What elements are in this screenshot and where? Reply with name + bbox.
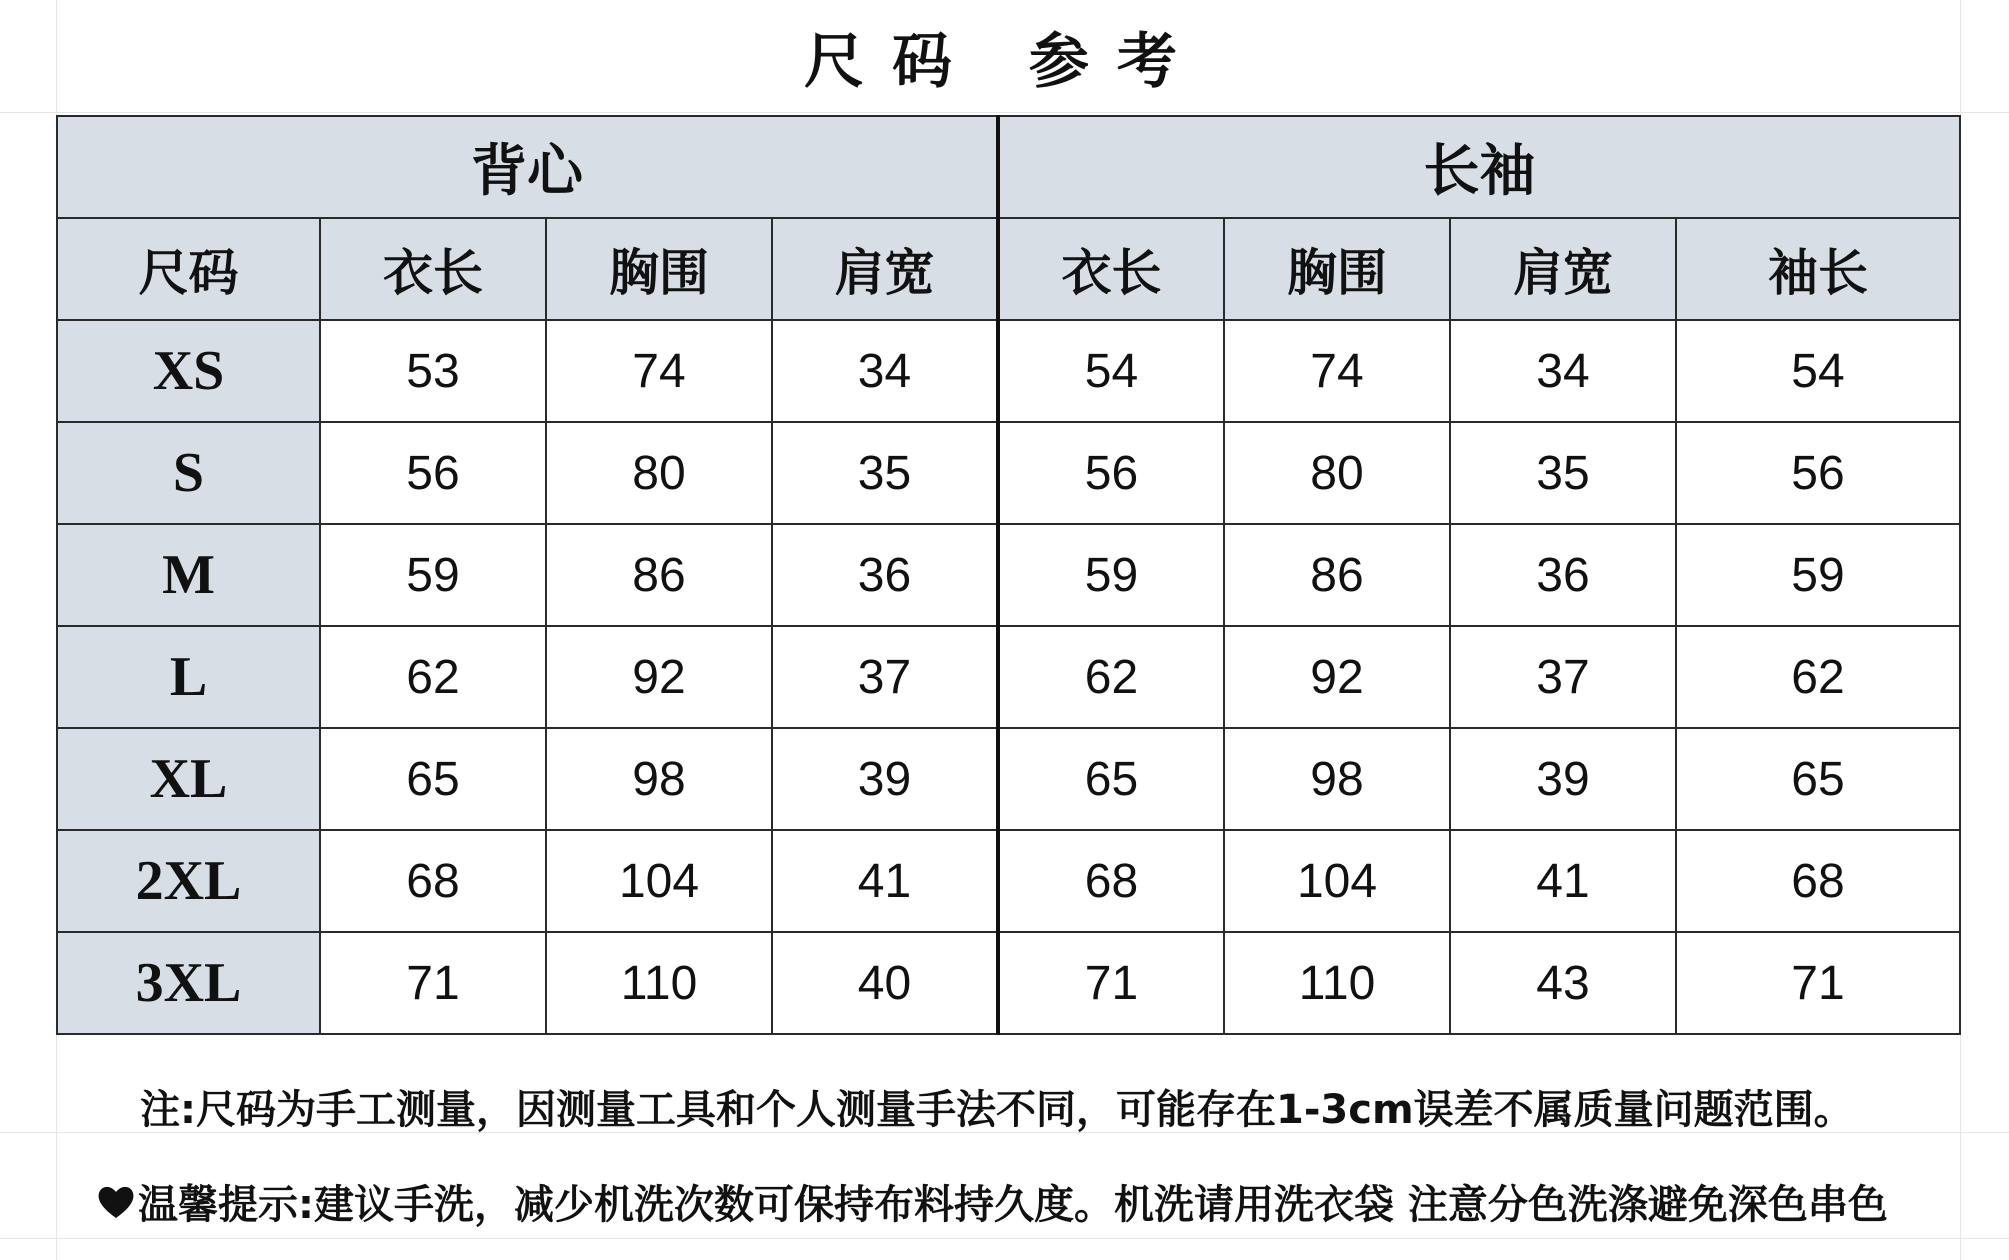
group-header-row: [57, 116, 1960, 218]
table-cell: 65: [320, 728, 546, 830]
size-label: 3XL: [57, 932, 320, 1034]
table-row: [57, 320, 1960, 422]
table-cell: 62: [1676, 626, 1960, 728]
table-cell: 59: [998, 524, 1224, 626]
table-cell: 37: [1450, 626, 1676, 728]
size-label: S: [57, 422, 320, 524]
size-label: XL: [57, 728, 320, 830]
table-cell: 86: [546, 524, 772, 626]
table-cell: 56: [998, 422, 1224, 524]
table-cell: 104: [546, 830, 772, 932]
table-cell: 54: [998, 320, 1224, 422]
size-label: XS: [57, 320, 320, 422]
column-header-vest-chest: 胸围: [546, 218, 772, 320]
size-chart-table: [56, 115, 1961, 1035]
measurement-note: 注:尺码为手工测量，因测量工具和个人测量手法不同，可能存在1-3cm误差不属质量问题范围。: [140, 1087, 1854, 1133]
size-label: 2XL: [57, 830, 320, 932]
care-tip-text: 温馨提示:建议手洗，减少机洗次数可保持布料持久度。机洗请用洗衣袋 注意分色洗涤避免深色串色: [138, 1182, 1888, 1228]
table-cell: 53: [320, 320, 546, 422]
size-label: M: [57, 524, 320, 626]
table-cell: 71: [320, 932, 546, 1034]
table-cell: 92: [1224, 626, 1450, 728]
group-header-long-sleeve: 长袖: [998, 116, 1960, 218]
table-cell: 62: [320, 626, 546, 728]
table-cell: 71: [1676, 932, 1960, 1034]
table-cell: 98: [546, 728, 772, 830]
table-cell: 98: [1224, 728, 1450, 830]
column-header-vest-length: 衣长: [320, 218, 546, 320]
table-cell: 80: [546, 422, 772, 524]
column-header-size: 尺码: [57, 218, 320, 320]
table-cell: 43: [1450, 932, 1676, 1034]
table-row: [57, 626, 1960, 728]
table-cell: 36: [1450, 524, 1676, 626]
table-cell: 54: [1676, 320, 1960, 422]
table-cell: 65: [1676, 728, 1960, 830]
table-row: [57, 422, 1960, 524]
heart-icon: [96, 1179, 136, 1219]
table-cell: 56: [320, 422, 546, 524]
table-cell: 71: [998, 932, 1224, 1034]
table-cell: 80: [1224, 422, 1450, 524]
table-cell: 59: [320, 524, 546, 626]
column-header-long-sleeve-length: 袖长: [1676, 218, 1960, 320]
table-row: [57, 932, 1960, 1034]
table-cell: 68: [320, 830, 546, 932]
table-row: [57, 728, 1960, 830]
table-cell: 59: [1676, 524, 1960, 626]
table-cell: 35: [772, 422, 998, 524]
column-header-vest-shoulder: 肩宽: [772, 218, 998, 320]
table-cell: 36: [772, 524, 998, 626]
table-cell: 56: [1676, 422, 1960, 524]
table-cell: 37: [772, 626, 998, 728]
table-cell: 62: [998, 626, 1224, 728]
table-cell: 39: [772, 728, 998, 830]
column-header-long-chest: 胸围: [1224, 218, 1450, 320]
table-cell: 65: [998, 728, 1224, 830]
column-header-row: [57, 218, 1960, 320]
care-tip: [96, 1175, 1976, 1235]
table-cell: 68: [1676, 830, 1960, 932]
table-cell: 41: [772, 830, 998, 932]
table-cell: 74: [546, 320, 772, 422]
table-cell: 40: [772, 932, 998, 1034]
table-cell: 41: [1450, 830, 1676, 932]
table-cell: 34: [772, 320, 998, 422]
background-grid-line: [0, 1238, 2009, 1239]
group-header-vest: 背心: [57, 116, 998, 218]
table-row: [57, 524, 1960, 626]
column-header-long-length: 衣长: [998, 218, 1224, 320]
table-cell: 34: [1450, 320, 1676, 422]
table-cell: 110: [1224, 932, 1450, 1034]
table-cell: 39: [1450, 728, 1676, 830]
table-cell: 68: [998, 830, 1224, 932]
column-header-long-shoulder: 肩宽: [1450, 218, 1676, 320]
table-row: [57, 830, 1960, 932]
table-cell: 104: [1224, 830, 1450, 932]
page-title: 尺码 参考: [804, 27, 1205, 97]
table-cell: 86: [1224, 524, 1450, 626]
table-cell: 74: [1224, 320, 1450, 422]
table-cell: 92: [546, 626, 772, 728]
size-label: L: [57, 626, 320, 728]
background-grid-line: [0, 112, 2009, 113]
table-cell: 110: [546, 932, 772, 1034]
table-cell: 35: [1450, 422, 1676, 524]
